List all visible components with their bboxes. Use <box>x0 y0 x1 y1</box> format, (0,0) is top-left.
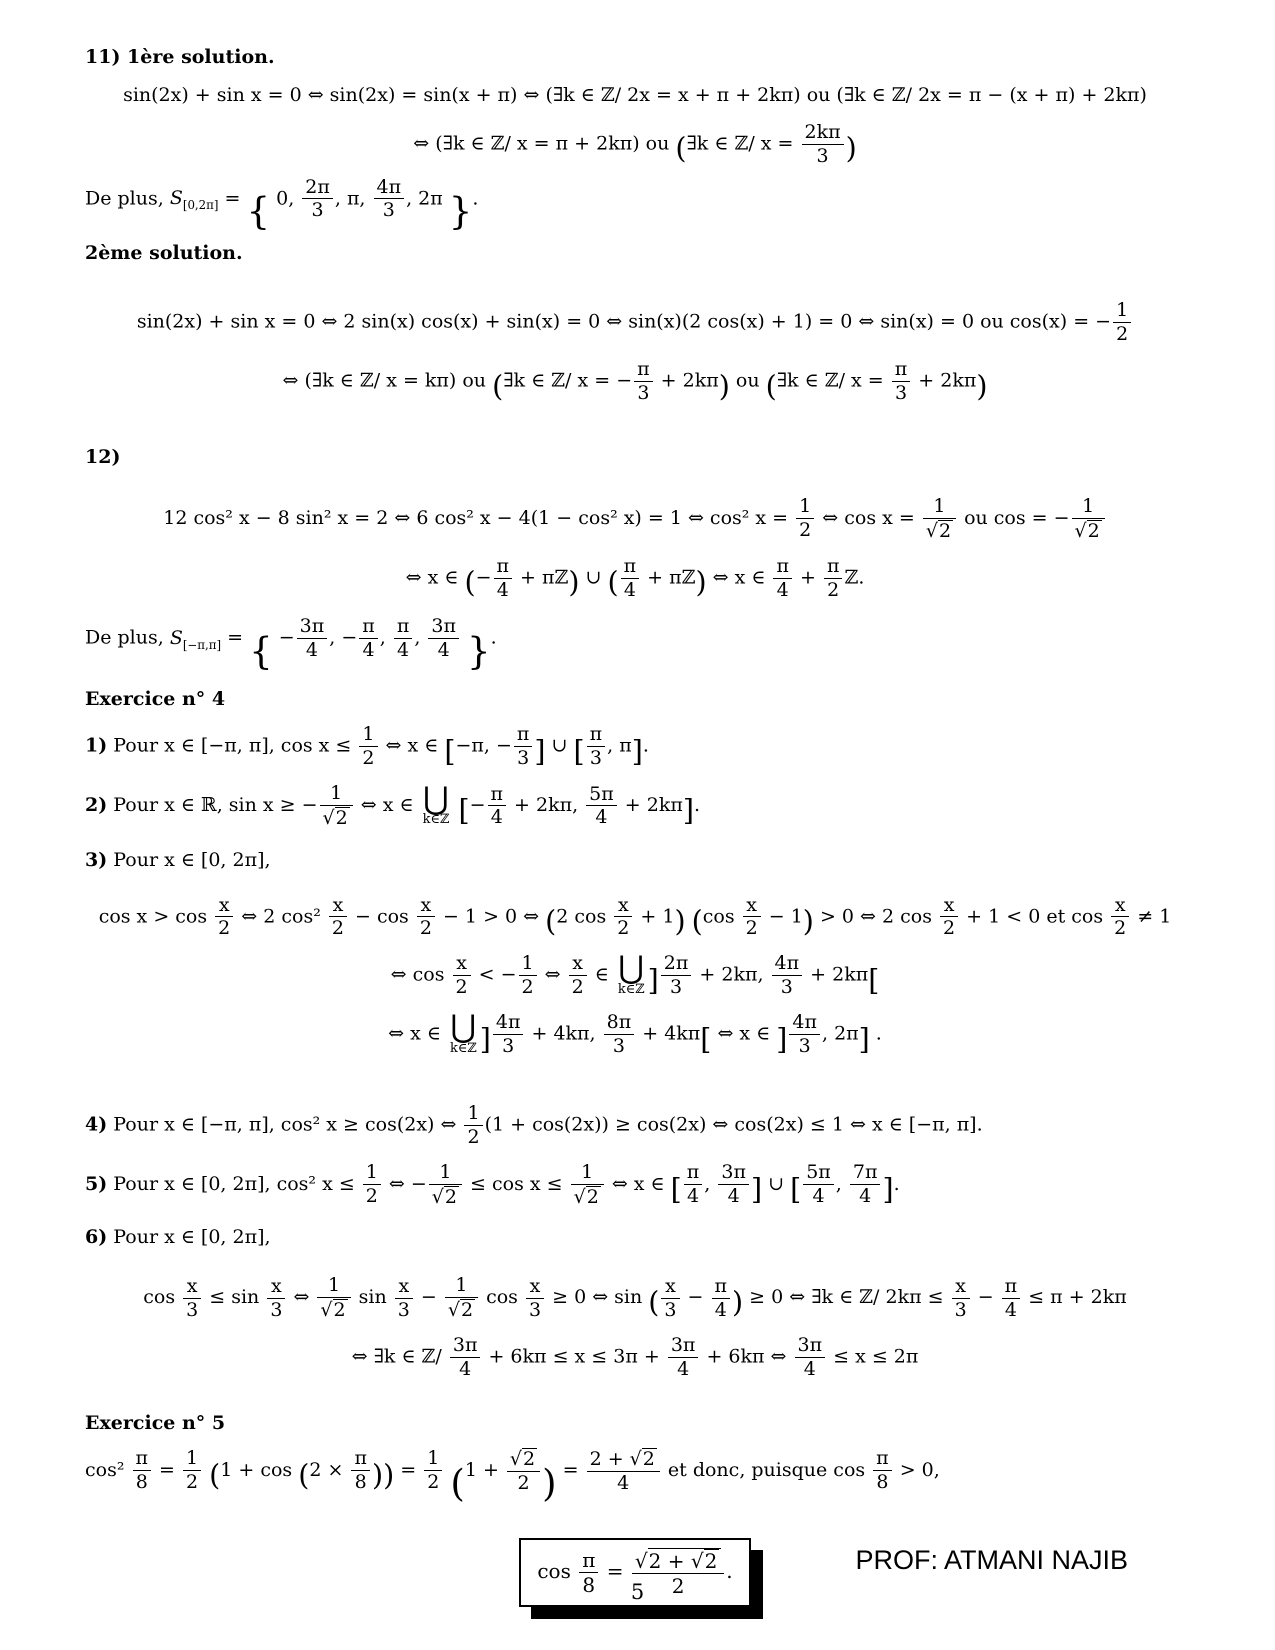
fraction: $\frac{1}{2}$ <box>363 1162 381 1207</box>
delimiter: ) <box>568 566 580 600</box>
para-deplus-1: De plus, $S_{[0,2\pi]}$ = { 0, $\frac{2\pi}{3}$ , π, $\frac{4\pi}{3}$ , 2π }. <box>85 175 479 234</box>
delimiter: ( <box>607 566 619 600</box>
display-11-sol2 <box>85 300 1185 404</box>
fraction: $\frac{x}{3}$ <box>183 1276 201 1321</box>
fraction: $\frac{\pi}{4}$ <box>394 616 413 661</box>
sqrt: √2 <box>320 1299 346 1322</box>
fraction: $\frac{1}{2}$ <box>359 724 377 769</box>
fraction: $\frac{3\pi}{4}$ <box>668 1335 699 1380</box>
delimiter: ] <box>882 1172 894 1206</box>
delimiter: ( <box>765 369 777 403</box>
display-line: cos x > cos $\frac{x}{2}$ ⇔ 2 cos² $\frac{x}{2}$ − cos $\frac{x}{2}$ − 1 > 0 ⇔ (2 cos $\frac{x}{2}$ + 1) (cos $\frac{x}{2}$ − 1) > 0 ⇔ 2 cos $\frac{x}{2}$ + 1 < 0 et cos $\frac{x}{2}$ ≠ 1 <box>98 893 1172 940</box>
display-12 <box>85 496 1185 601</box>
fraction: $\frac{1}{√2}$ <box>317 1275 350 1321</box>
display-line: sin(2x) + sin x = 0 ⇔ sin(2x) = sin(x + π) ⇔ (∃k ∈ ℤ/ 2x = x + π + 2kπ) ou (∃k ∈ ℤ/ 2x = π − (x + π) + 2kπ) <box>123 84 1147 106</box>
fraction: $\frac{\pi}{3}$ <box>514 724 533 769</box>
union-operator: ⋃ k∈ℤ <box>449 1009 477 1056</box>
delimiter: ] <box>479 1022 491 1056</box>
delimiter: ] <box>534 734 546 768</box>
fraction: $\frac{x}{3}$ <box>395 1276 413 1321</box>
display-line: ⇔ x ∈ ⋃ k∈ℤ ] $\frac{4\pi}{3}$ + 4kπ, $\frac{8\pi}{3}$ + 4kπ[ ⇔ x ∈ ] $\frac{4\pi}{3}$ , 2π] . <box>388 1009 882 1058</box>
delimiter-large: { <box>246 190 271 234</box>
fraction: $\frac{x}{2}$ <box>215 895 233 940</box>
fraction: $\frac{x}{3}$ <box>661 1276 679 1321</box>
heading-ex4: Exercice n° 4 <box>85 688 226 711</box>
delimiter: ( <box>648 1286 660 1320</box>
fraction: $\frac{x}{2}$ <box>614 895 632 940</box>
heading-ex5: Exercice n° 5 <box>85 1411 226 1434</box>
fraction: $\frac{x}{2}$ <box>940 895 958 940</box>
fraction: $\frac{4\pi}{3}$ <box>772 953 803 998</box>
fraction: $\frac{8\pi}{3}$ <box>604 1012 635 1057</box>
delimiter: ] <box>647 963 659 997</box>
fraction: $\frac{\pi}{4}$ <box>773 556 792 601</box>
fraction: $\frac{1}{√2}$ <box>571 1162 604 1208</box>
display-line: ⇔ (∃k ∈ ℤ/ x = π + 2kπ) ou (∃k ∈ ℤ/ x = $\frac{2k\pi}{3}$ ) <box>413 120 857 167</box>
delimiter: ) <box>674 905 686 939</box>
fraction: $\frac{\pi}{8}$ <box>351 1448 370 1493</box>
fraction: $\frac{\pi}{4}$ <box>1002 1276 1021 1321</box>
heading-12: 12) <box>85 445 121 468</box>
heading-2eme: 2ème solution. <box>85 242 243 265</box>
fraction: $\frac{√2}{2}$ <box>507 1448 540 1494</box>
item-number: 2) <box>85 793 108 816</box>
fraction: $\frac{x}{2}$ <box>1111 895 1129 940</box>
fraction: $\frac{2\pi}{3}$ <box>661 953 692 998</box>
fraction: $\frac{\pi}{8}$ <box>579 1549 598 1596</box>
fraction: $\frac{3\pi}{4}$ <box>718 1162 749 1207</box>
page-number: 5 <box>630 1580 645 1604</box>
delimiter-large: } <box>467 630 491 674</box>
display-item6 <box>85 1275 1185 1380</box>
sqrt: √2 <box>1074 519 1100 542</box>
delimiter: ) <box>695 566 707 600</box>
item-number: 6) <box>85 1225 108 1248</box>
delimiter: ( <box>298 1458 310 1492</box>
fraction: $\frac{3\pi}{4}$ <box>428 616 459 661</box>
delimiter: [ <box>868 963 880 997</box>
delimiter: ( <box>675 132 687 166</box>
fraction: $\frac{5\pi}{4}$ <box>586 784 617 829</box>
fraction: $\frac{3\pi}{4}$ <box>450 1335 481 1380</box>
sqrt: √2 <box>573 1185 599 1208</box>
delimiter: ) <box>732 1286 744 1320</box>
delimiter: ] <box>682 794 694 828</box>
fraction: $\frac{1}{2}$ <box>796 496 814 541</box>
item-number: 1) <box>85 734 108 757</box>
fraction: $\frac{2k\pi}{3}$ <box>802 122 844 167</box>
fraction: $\frac{\pi}{4}$ <box>488 784 507 829</box>
delimiter: ] <box>750 1172 763 1206</box>
display-line: ⇔ ∃k ∈ ℤ/ $\frac{3\pi}{4}$ + 6kπ ≤ x ≤ 3π + $\frac{3\pi}{4}$ + 6kπ ⇔ $\frac{3\pi}{4}$ ≤ x ≤ 2π <box>351 1334 919 1380</box>
delimiter: ( <box>492 369 504 403</box>
delimiter: ) <box>371 1458 384 1492</box>
heading-11: 11) 1ère solution. <box>85 46 275 68</box>
fraction: $\frac{\pi}{4}$ <box>494 556 513 601</box>
fraction: $\frac{4\pi}{3}$ <box>493 1012 524 1057</box>
fraction: $\frac{\pi}{4}$ <box>712 1276 731 1321</box>
fraction: $\frac{1}{2}$ <box>183 1448 201 1493</box>
fraction: $\frac{\pi}{8}$ <box>133 1448 152 1493</box>
fraction: $\frac{\pi}{4}$ <box>621 556 640 601</box>
item-5: 5) Pour x ∈ [0, 2π], cos² x ≤ $\frac{1}{2}$ ⇔ − $\frac{1}{√2}$ ≤ cos x ≤ $\frac{1}{√2}$ ⇔ x ∈ [ $\frac{\pi}{4}$ , $\frac{3\pi}{4}$ ] ∪ [ $\frac{5\pi}{4}$ , $\frac{7\pi}{4}$ ]. <box>85 1160 900 1208</box>
fraction: $\frac{x}{2}$ <box>743 895 761 940</box>
sqrt: √2 <box>447 1299 474 1322</box>
fraction: $\frac{\pi}{2}$ <box>824 556 843 601</box>
delimiter: ] <box>776 1022 788 1056</box>
solution-set-symbol: $S_{[0,2\pi]}$ <box>169 186 219 212</box>
fraction: $\frac{x}{2}$ <box>569 953 587 998</box>
fraction: $\frac{x}{3}$ <box>952 1276 970 1321</box>
delimiter-large: { <box>249 630 273 674</box>
para-ex5: cos² $\frac{\pi}{8}$ = $\frac{1}{2}$ (1 + cos (2 × $\frac{\pi}{8}$ )) = $\frac{1}{2}$ (1 + $\frac{√2}{2}$ ) = $\frac{2 + √2}{4}$ et donc, puisque cos $\frac{\pi}{8}$ > 0, <box>85 1447 940 1506</box>
fraction: $\frac{1}{2}$ <box>1113 300 1131 345</box>
delimiter-large: ) <box>542 1462 557 1506</box>
fraction: $\frac{4\pi}{3}$ <box>789 1012 820 1057</box>
para-deplus-2: De plus, $S_{[-\pi,\pi]}$ = { − $\frac{3\pi}{4}$ , − $\frac{\pi}{4}$ , $\frac{\pi}{4}$ , $\frac{3\pi}{4}$ }. <box>85 615 497 674</box>
fraction: $\frac{1}{√2}$ <box>923 496 956 542</box>
display-line: cos $\frac{x}{3}$ ≤ sin $\frac{x}{3}$ ⇔ $\frac{1}{√2}$ sin $\frac{x}{3}$ − $\frac{1}{√2}$ cos $\frac{x}{3}$ ≥ 0 ⇔ sin ( $\frac{x}{3}$ − $\frac{\pi}{4}$ ) ≥ 0 ⇔ ∃k ∈ ℤ/ 2kπ ≤ $\frac{x}{3}$ − $\frac{\pi}{4}$ ≤ π + 2kπ <box>143 1274 1127 1322</box>
fraction: $\frac{1}{2}$ <box>519 953 537 998</box>
fraction: $\frac{1}{2}$ <box>424 1448 442 1493</box>
item-number: 3) <box>85 848 108 871</box>
delimiter: ) <box>845 132 857 166</box>
delimiter: [ <box>790 1172 802 1206</box>
fraction: $\frac{3\pi}{4}$ <box>297 616 328 661</box>
display-11-sol1 <box>85 84 1185 167</box>
fraction: $\frac{7\pi}{4}$ <box>850 1162 881 1207</box>
display-line: ⇔ (∃k ∈ ℤ/ x = kπ) ou (∃k ∈ ℤ/ x = − $\frac{\pi}{3}$ + 2kπ) ou (∃k ∈ ℤ/ x = $\frac{\pi}{3}$ + 2kπ) <box>282 358 988 405</box>
delimiter: [ <box>458 794 470 828</box>
item-4: 4) Pour x ∈ [−π, π], cos² x ≥ cos(2x) ⇔ $\frac{1}{2}$ (1 + cos(2x)) ≥ cos(2x) ⇔ cos(2x) ≤ 1 ⇔ x ∈ [−π, π]. <box>85 1101 983 1148</box>
sqrt: √2 <box>509 1447 536 1470</box>
fraction: $\frac{\pi}{8}$ <box>873 1448 892 1493</box>
item-6: 6) Pour x ∈ [0, 2π], <box>85 1225 271 1248</box>
fraction: $\frac{1}{√2}$ <box>320 783 353 829</box>
fraction: $\frac{\pi}{4}$ <box>359 616 378 661</box>
author-credit: PROF: ATMANI NAJIB <box>855 1545 1128 1575</box>
display-line: ⇔ cos $\frac{x}{2}$ < − $\frac{1}{2}$ ⇔ $\frac{x}{2}$ ∈ ⋃ k∈ℤ ] $\frac{2\pi}{3}$ + 2kπ, $\frac{4\pi}{3}$ + 2kπ[ <box>390 950 880 999</box>
display-line: 12 cos² x − 8 sin² x = 2 ⇔ 6 cos² x − 4(1 − cos² x) = 1 ⇔ cos² x = $\frac{1}{2}$ ⇔ cos x = $\frac{1}{√2}$ ou cos = − $\frac{1}{√2}$ <box>85 496 1185 542</box>
item-2: 2) Pour x ∈ ℝ, sin x ≥ − $\frac{1}{√2}$ ⇔ x ∈ ⋃ k∈ℤ [− $\frac{\pi}{4}$ + 2kπ, $\frac{5\pi}{4}$ + 2kπ]. <box>85 780 701 829</box>
sqrt: √2 + √2 <box>635 1549 721 1573</box>
item-1: 1) Pour x ∈ [−π, π], cos x ≤ $\frac{1}{2}$ ⇔ x ∈ [−π, − $\frac{\pi}{3}$ ] ∪ [ $\frac{\pi}{3}$ , π]. <box>85 723 649 770</box>
delimiter: ] <box>858 1022 870 1056</box>
fraction: $\frac{√2 + √2}{2}$ <box>632 1548 724 1597</box>
display-line: sin(2x) + sin x = 0 ⇔ 2 sin(x) cos(x) + sin(x) = 0 ⇔ sin(x)(2 cos(x) + 1) = 0 ⇔ sin(x) = 0 ou cos(x) = − $\frac{1}{2}$ <box>85 300 1185 345</box>
solution-set-symbol: $S_{[-\pi,\pi]}$ <box>169 626 222 652</box>
delimiter: [ <box>573 734 585 768</box>
fraction: $\frac{2 + √2}{4}$ <box>587 1448 660 1494</box>
sqrt: √2 <box>322 806 348 829</box>
fraction: $\frac{1}{2}$ <box>464 1103 482 1148</box>
fraction: $\frac{4\pi}{3}$ <box>374 177 405 222</box>
fraction: $\frac{x}{3}$ <box>267 1276 285 1321</box>
fraction: $\frac{x}{2}$ <box>453 953 471 998</box>
delimiter: ( <box>209 1458 221 1492</box>
fraction: $\frac{x}{2}$ <box>417 895 435 940</box>
delimiter: ] <box>631 734 643 768</box>
delimiter: ) <box>976 369 988 403</box>
delimiter-large: } <box>448 190 473 234</box>
display-line: ⇔ x ∈ (− $\frac{\pi}{4}$ + πℤ) ∪ ( $\frac{\pi}{4}$ + πℤ) ⇔ x ∈ $\frac{\pi}{4}$ + $\frac{\pi}{2}$ ℤ. <box>405 554 865 601</box>
item-number: 4) <box>85 1113 108 1136</box>
union-operator: ⋃ k∈ℤ <box>617 950 645 998</box>
delimiter: ( <box>464 566 476 600</box>
sqrt: √2 <box>431 1185 457 1208</box>
fraction: $\frac{5\pi}{4}$ <box>803 1162 834 1207</box>
delimiter: [ <box>670 1172 682 1206</box>
delimiter: [ <box>444 734 456 768</box>
fraction: $\frac{2\pi}{3}$ <box>302 177 333 222</box>
sqrt: √2 <box>925 519 952 542</box>
sqrt: √2 <box>629 1447 655 1470</box>
delimiter: ) <box>383 1458 395 1492</box>
display-item3 <box>85 895 1185 1057</box>
delimiter: ) <box>802 905 814 939</box>
union-operator: ⋃ k∈ℤ <box>422 780 450 828</box>
fraction: $\frac{1}{√2}$ <box>445 1275 478 1321</box>
fraction: $\frac{\pi}{3}$ <box>587 724 606 769</box>
fraction: $\frac{\pi}{3}$ <box>634 359 653 404</box>
delimiter: [ <box>700 1022 712 1056</box>
fraction: $\frac{3\pi}{4}$ <box>795 1335 826 1380</box>
item-number: 5) <box>85 1172 108 1195</box>
delimiter: ( <box>545 905 557 939</box>
delimiter: ) <box>718 369 730 403</box>
fraction: $\frac{\pi}{4}$ <box>684 1162 703 1207</box>
fraction: $\frac{1}{√2}$ <box>429 1162 462 1208</box>
item-3: 3) Pour x ∈ [0, 2π], <box>85 848 271 871</box>
fraction: $\frac{x}{3}$ <box>526 1276 544 1321</box>
delimiter: ( <box>691 905 703 939</box>
sqrt: √2 <box>690 1549 718 1574</box>
fraction: $\frac{\pi}{3}$ <box>892 359 911 404</box>
fraction: $\frac{x}{2}$ <box>329 895 347 940</box>
fraction: $\frac{1}{√2}$ <box>1072 496 1105 542</box>
boxed-result: cos $\frac{\pi}{8}$ = $\frac{√2 + √2}{2}$ . <box>519 1538 750 1607</box>
delimiter-large: ( <box>450 1462 465 1506</box>
